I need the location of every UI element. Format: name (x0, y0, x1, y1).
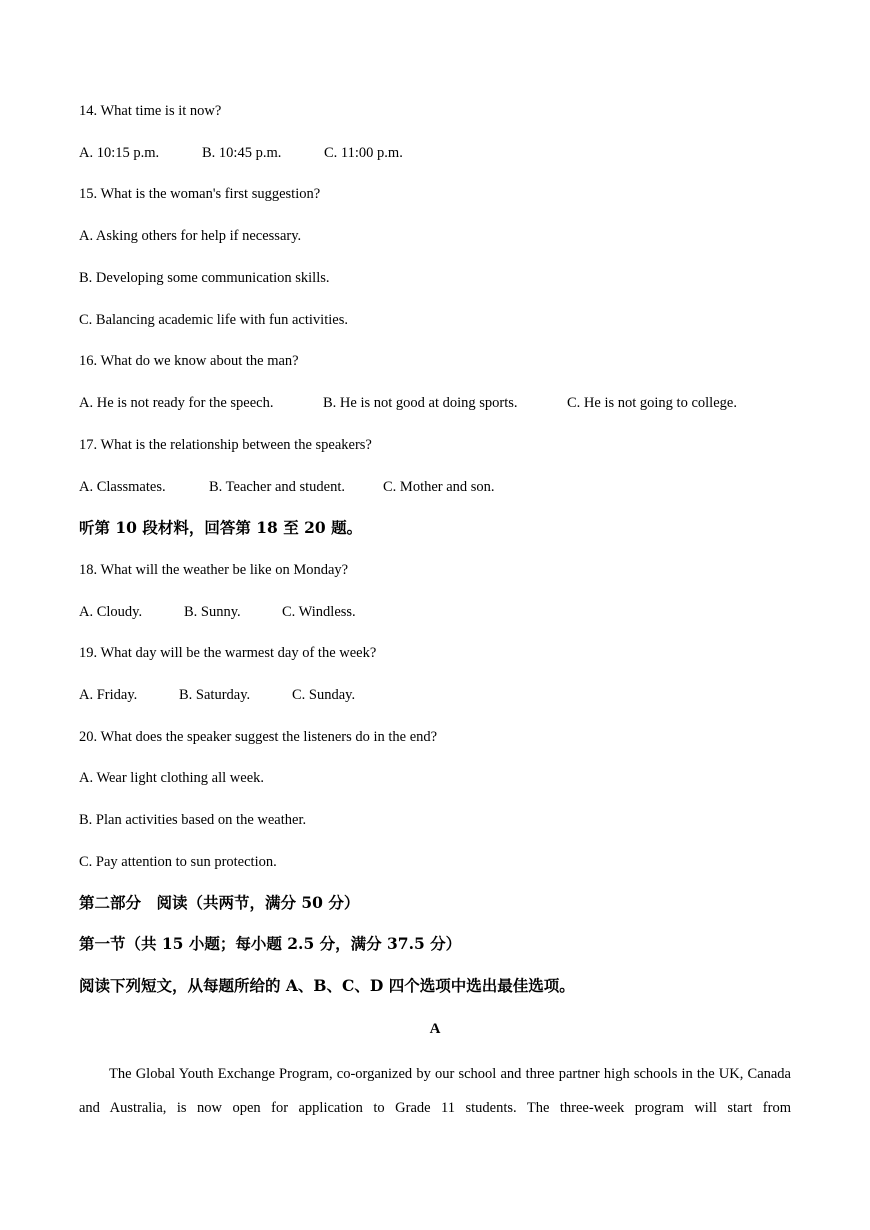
part2-title: 第二部分 阅读（共两节，满分 50 分） (79, 893, 360, 912)
question-15-option-a: A. Asking others for help if necessary. (79, 228, 302, 244)
question-16-stem: 16. What do we know about the man? (79, 353, 299, 369)
option-b: B. 10:45 p.m. (202, 145, 282, 161)
option-a: A. Cloudy. (79, 604, 143, 620)
option-c: C. Windless. (282, 604, 356, 620)
section-10-heading: 听第 10 段材料，回答第 18 至 20 题。 (79, 518, 363, 537)
question-18-stem: 18. What will the weather be like on Monday? (79, 562, 349, 578)
question-20-stem: 20. What does the speaker suggest the listeners do in the end? (79, 729, 438, 745)
question-17-options (79, 478, 779, 496)
option-a: A. 10:15 p.m. (79, 145, 160, 161)
part2-instruction: 阅读下列短文，从每题所给的 A、B、C、D 四个选项中选出最佳选项。 (79, 976, 575, 995)
option-b: B. Teacher and student. (209, 479, 346, 495)
question-18-options (79, 603, 779, 621)
passage-label: A (429, 1021, 441, 1037)
question-15-option-c: C. Balancing academic life with fun activities. (79, 312, 348, 328)
question-15-option-b: B. Developing some communication skills. (79, 270, 330, 286)
question-15-stem: 15. What is the woman's first suggestion? (79, 186, 321, 202)
question-19-options (79, 686, 779, 704)
option-c: C. He is not going to college. (567, 395, 737, 411)
question-16-options (79, 394, 779, 412)
option-c: C. Mother and son. (383, 479, 495, 495)
part2-section1-heading: 第一节（共 15 小题；每小题 2.5 分，满分 37.5 分） (79, 934, 462, 953)
question-14-options (79, 144, 779, 162)
option-c: C. 11:00 p.m. (324, 145, 403, 161)
question-20-option-a: A. Wear light clothing all week. (79, 770, 265, 786)
question-17-stem: 17. What is the relationship between the speakers? (79, 437, 372, 453)
passage-a-body: The Global Youth Exchange Program, co-organized by our school and three partner high schools in the UK, Canada and Australia, is now open for application to Grade 11 students. The three-week program will start from (79, 1066, 791, 1116)
question-19-stem: 19. What day will be the warmest day of the week? (79, 645, 377, 661)
option-b: B. Sunny. (184, 604, 241, 620)
option-b: B. Saturday. (179, 687, 251, 703)
option-c: C. Sunday. (292, 687, 356, 703)
option-a: A. He is not ready for the speech. (79, 395, 274, 411)
option-a: A. Friday. (79, 687, 138, 703)
question-20-option-c: C. Pay attention to sun protection. (79, 854, 277, 870)
question-14-stem: 14. What time is it now? (79, 103, 222, 119)
question-20-option-b: B. Plan activities based on the weather. (79, 812, 307, 828)
option-a: A. Classmates. (79, 479, 166, 495)
passage-a-text (79, 1057, 791, 1125)
option-b: B. He is not good at doing sports. (323, 395, 518, 411)
